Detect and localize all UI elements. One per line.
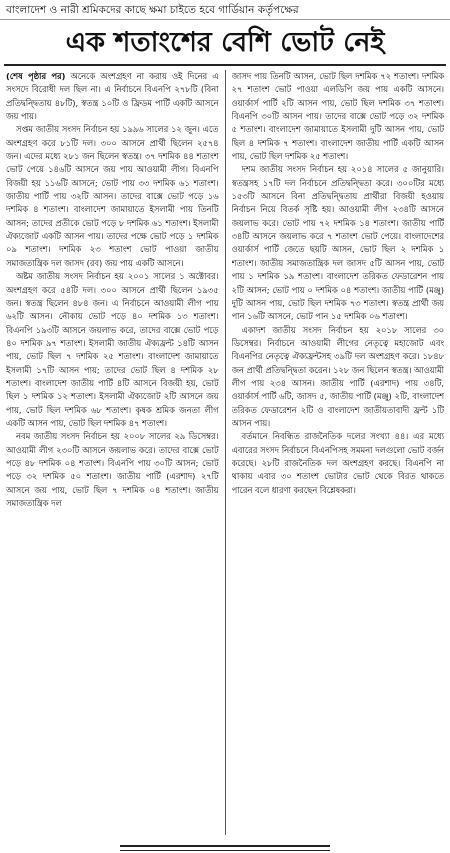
paragraph: একাদশ জাতীয় সংসদ নির্বাচন হয় ২০১৮ সালের ৩০ ডিসেম্বর। নির্বাচনে আওয়ামী লীগের নেতৃত্বে মহাজোট এবং বিএনপির নেতৃত্বে ঐক্যফ্রন্টসহ ৩৯টি দল অংশগ্রহণ করে। ১৮৪৮ জন প্রার্থী প্রতিদ্বন্দ্বিতা করেন। ১২৮ জন ছিলেন স্বতন্ত্র। আওয়ামী লীগ পায় ২৩৪ আসন। জাতীয় পার্টি (এরশাদ) পায় ৩৪টি, ওয়ার্কার্স পার্টি ৬টি, জাসদ ৫, জাতীয় পার্টি (মঞ্জু) ২টি, বাংলাদেশ তরিকত ফেডারেশন ২টি ও বাংলাদেশ জাতীয়তাবাদী ফ্রন্ট ১টি আসন পায়। [231,324,444,428]
previous-article-headline: বাংলাদেশ ও নারী শ্রমিকদের কাছে ক্ষমা চাইতে হবে গার্ডিয়ান কর্তৃপক্ষের [0,0,450,20]
paragraph: দশম জাতীয় সংসদ নির্বাচন হয় ২০১৪ সালের ৫ জানুয়ারি। স্বতন্ত্রসহ ১৭টি দল নির্বাচনে প্রতিদ্বন্দ্বিতা করে। ৩০০টির মধ্যে ১৫৩টি আসনে বিনা প্রতিদ্বন্দ্বিতায় প্রার্থীরা বিজয়ী হওয়ায় নির্বাচন নিয়ে বিতর্ক সৃষ্টি হয়। আওয়ামী লীগ ২৩৪টি আসনে জয়লাভ করে। ভোট পায় ৭২ দশমিক ১৪ শতাংশ। জাতীয় পার্টি ৩৪টি আসনে জয়লাভ করে ৭ শতাংশ ভোট পেয়ে। বাংলাদেশের ওয়ার্কার্স পার্টি জেতে ছয়টি আসন, ভোট ছিল ২ দশমিক ১ শতাংশ। জাতীয় সমাজতান্ত্রিক দল জাসদ ৫টি আসন পায়, ভোট পায় ১ দশমিক ১৯ শতাংশ। বাংলাদেশ তরিকত ফেডারেশন পায় ২টি আসন; ভোট পায় ০ দশমিক ০৪ শতাংশ। জাতীয় পার্টি (মঞ্জু) দুটি আসন পায়, ভোট ছিল দশমিক ৭৩ শতাংশ। স্বতন্ত্র প্রার্থী জয় পান ১৬টি আসনে, ভোট পান ১৫ দশমিক ০৬ শতাংশ। [231,164,444,322]
article-headline: এক শতাংশের বেশি ভোট নেই [65,27,385,58]
paragraph: বর্তমানে নিবন্ধিত রাজনৈতিক দলের সংখ্যা ৪৪। এর মধ্যে এবারের সংসদ নির্বাচনে বিএনপিসহ সমমনা দলগুলো ভোট বর্জন করেছে। ২৮টি রাজনৈতিক দল অংশগ্রহণ করছে। বিএনপি না থাকায় এবার ৩০ শতাংশ ভোটার ভোট থেকে বিরত থাকতে পারেন বলে ধারণা করছেন বিশ্লেষকরা। [231,431,444,495]
article-body [6,70,444,835]
left-column [6,70,219,835]
paragraph: অষ্টম জাতীয় সংসদ নির্বাচন হয় ২০০১ সালের ১ অক্টোবর। অংশগ্রহণ করে ৫৪টি দল। ৩০০ আসনে প্রার্থী ছিলেন ১৯৩৫ জন। স্বতন্ত্র ছিলেন ৪৮৪ জন। এ নির্বাচনে আওয়ামী লীগ পায় ৬২টি আসন। নৌকায় ভোট পড়ে ৪০ দশমিক ১৩ শতাংশ। বিএনপি ১৯৩টি আসনে জয়লাভ করে, তাদের বাক্সে ভোট পড়ে ৪০ দশমিক ৯৭ শতাংশ। ইসলামী জাতীয় ঐক্যফ্রন্ট ১৪টি আসন পায়, ভোট ছিল ৭ দশমিক ২৫ শতাংশ। বাংলাদেশ জামায়াতে ইসলামী ১৭টি আসন পায়; তাদের ভোট ছিল ৪ দশমিক ২৮ শতাংশ। বাংলাদেশ জাতীয় পার্টি ৪টি আসনে বিজয়ী হয়, ভোট ছিল ১ দশমিক ১২ শতাংশ। ইসলামী ঐক্যজোট ২টি আসনে জয় পায়, ভোট ছিল দশমিক ৬৮ শতাংশ। কৃষক শ্রমিক জনতা লীগ একটি আসন পায়, ভোট ছিল দশমিক ৪৭ শতাংশ। [6,271,219,428]
column-divider [225,70,226,835]
continuation-tag: (শেষ পৃষ্ঠার পর) [6,71,66,81]
footer-rule [120,845,330,851]
paragraph-text: অনেকে অংশগ্রহণ না করায় ওই দিনের এ সংসদে বিরোধী দল ছিল না। এ নির্বাচনে বিএনপি ২৭৮টি (বিনা প্রতিদ্বন্দ্বিতায় ৪৮টি), স্বতন্ত্র ১০টি ও ফ্রিডম পার্টি একটি আসনে জয় পায়। [6,71,219,122]
right-column [232,70,445,835]
paragraph: নবম জাতীয় সংসদ নির্বাচন হয় ২০০৮ সালের ২৯ ডিসেম্বর। আওয়ামী লীগ ২৩০টি আসনে জয়লাভ করে। তাদের বাক্সে ভোট পড়ে ৪৮ দশমিক ০৪ শতাংশ। বিএনপি পায় ৩০টি আসন; ভোট পড়ে ৩২ দশমিক ৫০ শতাংশ। জাতীয় পার্টি (এরশাদ) ২৭টি আসনে জয় পায়, ভোট ছিল ৭ দশমিক ০৪ শতাংশ। জাতীয় সমাজতান্ত্রিক দল [6,431,219,508]
paragraph [6,70,219,123]
paragraph: জাসদ পায় তিনটি আসন, ভোট ছিল দশমিক ৭২ শতাংশ। দশমিক ২৭ শতাংশ ভোট পাওয়া এলডিপি জয় পায় একটি আসনে। ওয়ার্কার্স পার্টি ২টি আসন পায়, ভোট ছিল দশমিক ৩৭ শতাংশ। বিএনপি ৩০টি আসন পায়। তাদের বাক্সে ভোট পড়ে ৩২ দশমিক ৫ শতাংশ। বাংলাদেশ জামায়াতে ইসলামী দুটি আসন পায়, ভোট ছিল ৪ দশমিক ৭ শতাংশ। বাংলাদেশ জাতীয় পার্টি একটি আসন পায়, ভোট ছিল দশমিক ২৫ শতাংশ। [231,71,444,162]
headline-rule [4,64,446,66]
paragraph: সপ্তম জাতীয় সংসদ নির্বাচন হয় ১৯৯৬ সালের ১২ জুন। এতে অংশগ্রহণ করে ৮১টি দল। ৩০০ আসনে প্রার্থী ছিলেন ২৫৭৪ জন। এদের মধ্যে ২৮১ জন ছিলেন স্বতন্ত্র। ৩৭ দশমিক ৪৪ শতাংশ ভোট পেয়ে ১৪৬টি আসনে জয় পায় আওয়ামী লীগ। বিএনপি বিজয়ী হয় ১১৬টি আসনে; ভোট পায় ৩৩ দশমিক ৬১ শতাংশ। জাতীয় পার্টি পায় ৩২টি আসন। তাদের বাক্সে ভোট পড়ে ১৬ দশমিক ৪ শতাংশ। বাংলাদেশ জামায়াতে ইসলামী পায় তিনটি আসন; তাদের প্রতীকে ভোট পড়ে ৮ দশমিক ৬১ শতাংশ। ইসলামী ঐক্যজোট একটি আসন পায়। তাদের পক্ষে ভোট পড়ে ১ দশমিক ০৯ শতাংশ। দশমিক ২৩ শতাংশ ভোট পাওয়া জাতীয় সমাজতান্ত্রিক দল জাসদ (রব) জয় পায় একটি আসনে। [6,124,219,268]
